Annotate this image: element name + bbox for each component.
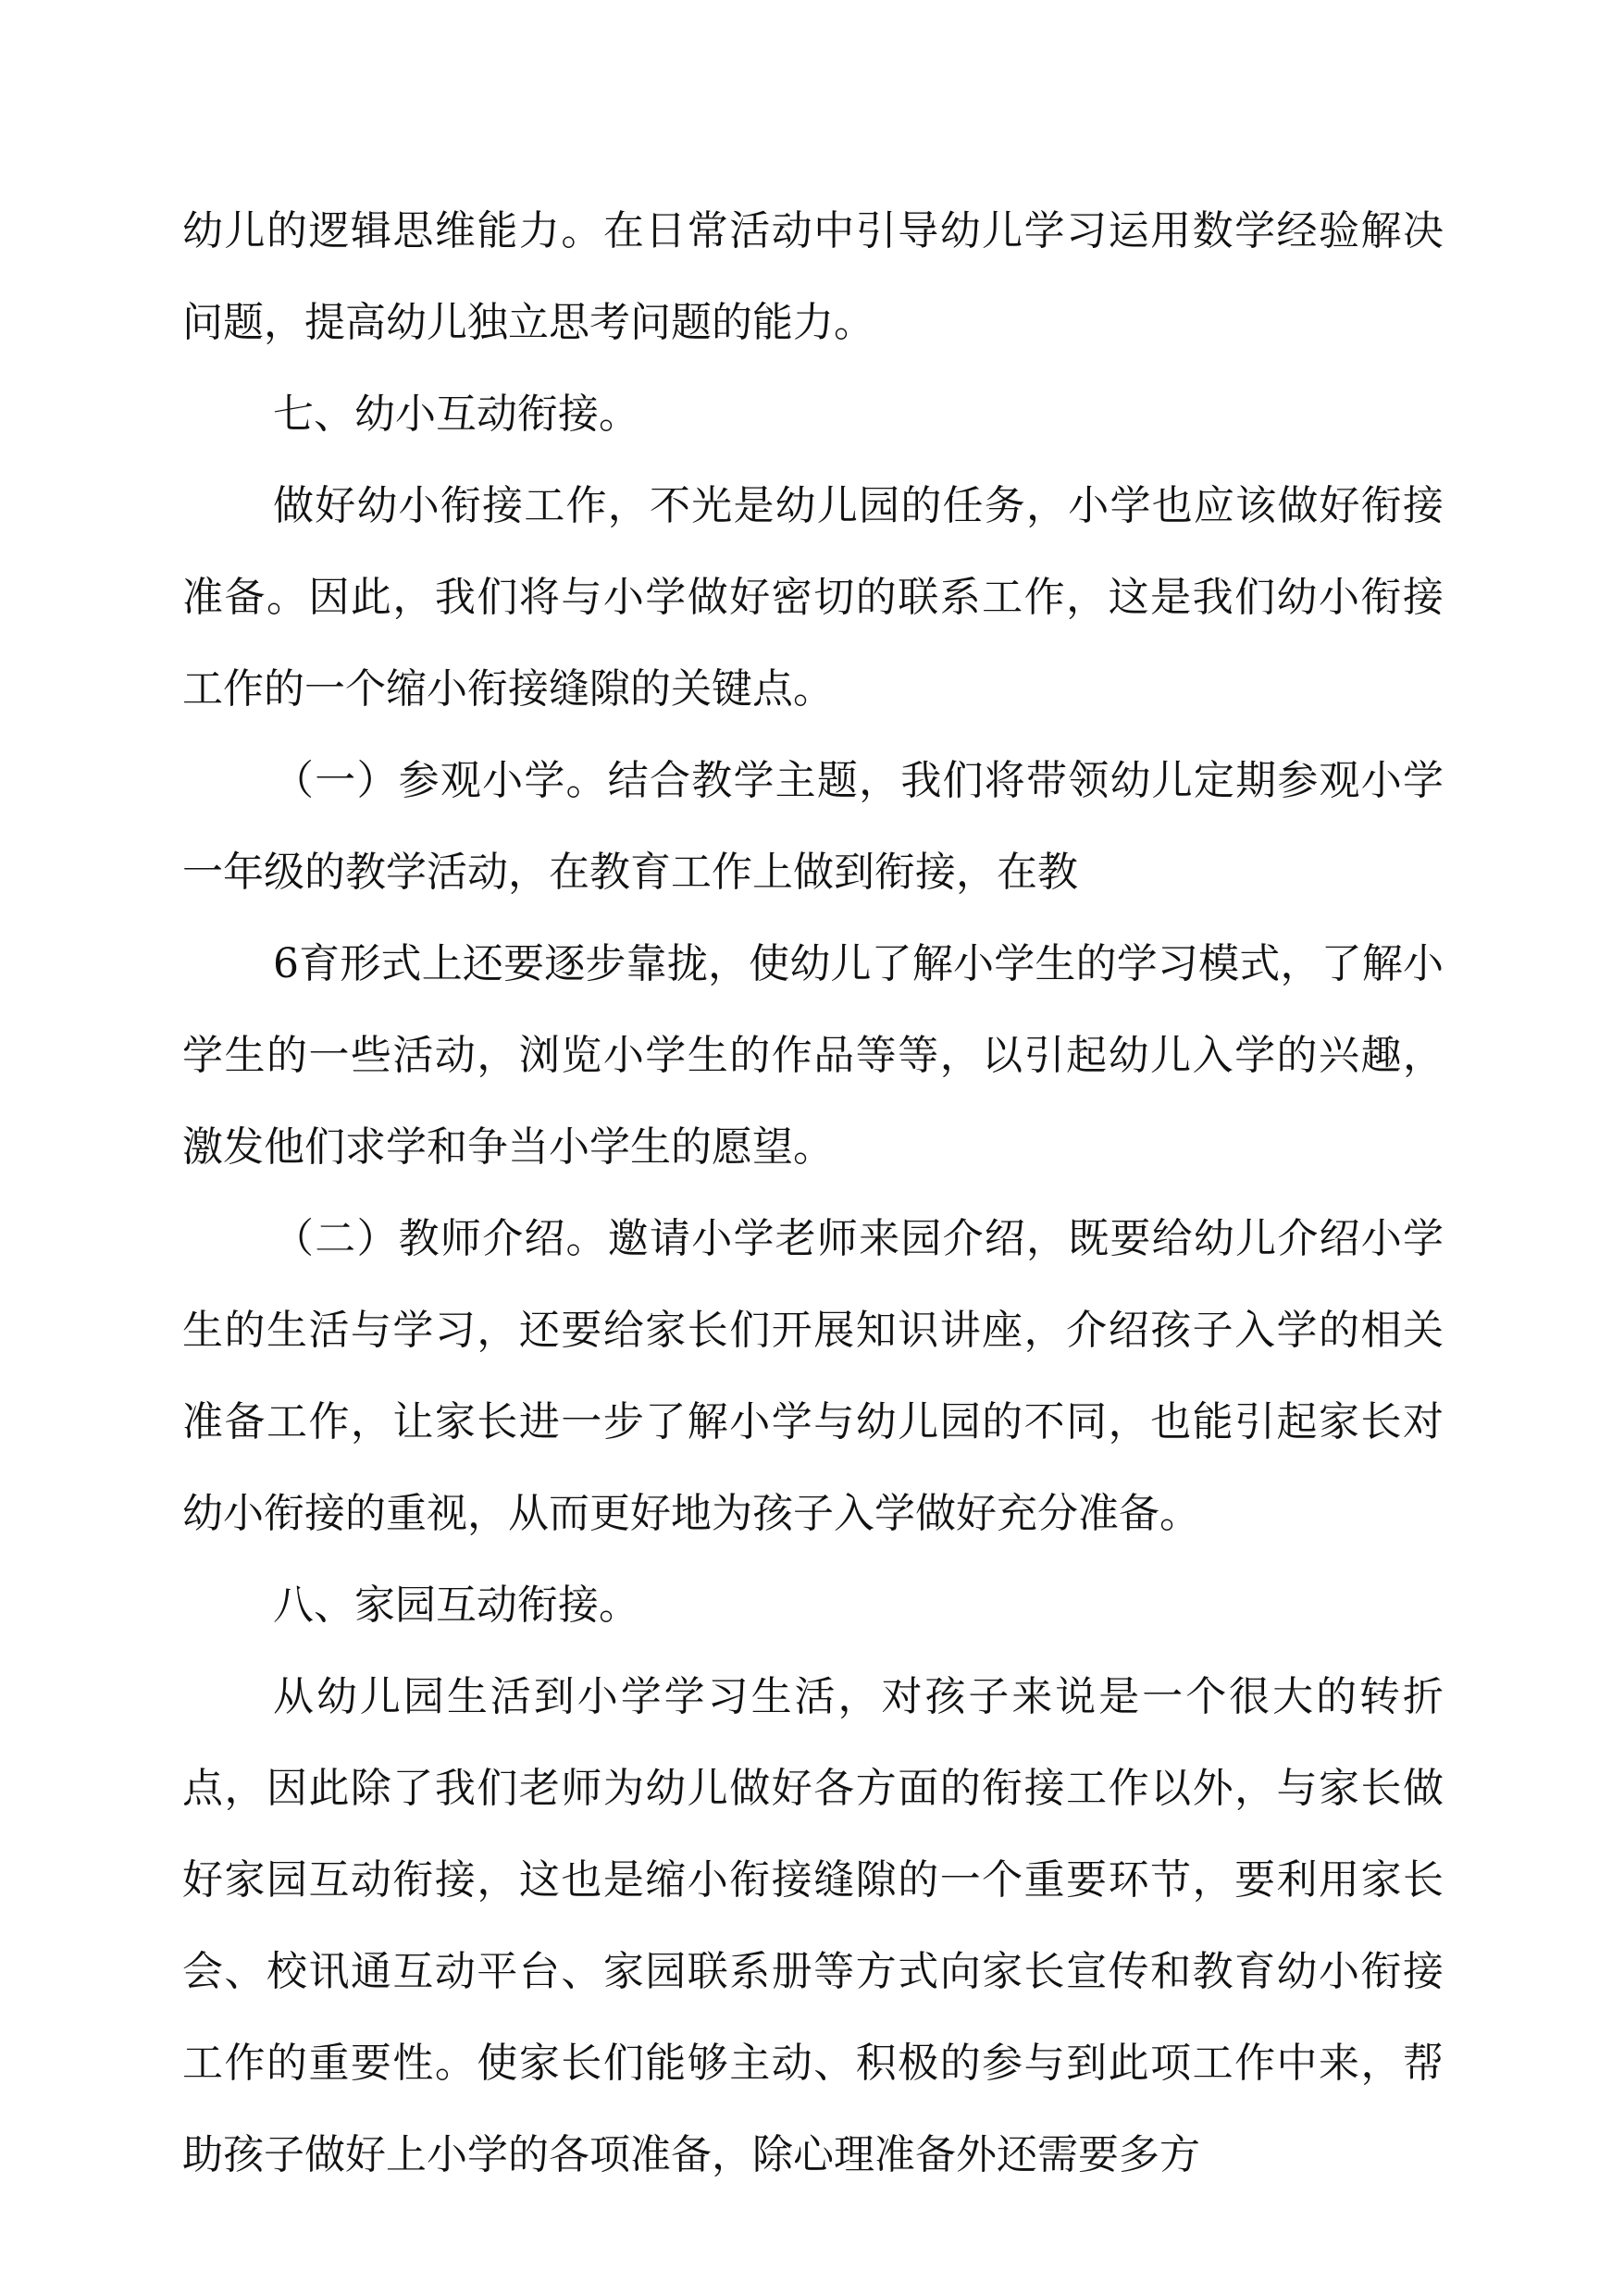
section-heading-8: 八、家园互动衔接。 [273,1582,639,1629]
paragraph-visit-school: （一）参观小学。结合教学主题，我们将带领幼儿定期参观小学一年级的教学活动，在教育工作上做到衔接，在教 [182,757,1444,896]
document-body [182,185,1444,2201]
paragraph-logic-ability: 幼儿的逻辑思维能力。在日常活动中引导幼儿学习运用数学经验解决问题，提高幼儿独立思考问题的能力。 [182,207,1444,346]
paragraph-transition-work: 做好幼小衔接工作，不光是幼儿园的任务，小学也应该做好衔接准备。因此，我们将与小学做好密切的联系工作，这是我们幼小衔接工作的一个缩小衔接缝隙的关键点。 [182,482,1444,713]
paragraph-education-form: 6育形式上还要逐步靠拢，使幼儿了解小学生的学习模式，了解小学生的一些活动，浏览小学生的作品等等，以引起幼儿入学的兴趣，激发他们求学和争当小学生的愿望。 [182,940,1444,1171]
section-heading-7: 七、幼小互动衔接。 [273,391,639,438]
paragraph-teacher-intro: （二）教师介绍。邀请小学老师来园介绍，既要给幼儿介绍小学生的生活与学习，还要给家长们开展知识讲座，介绍孩子入学的相关准备工作，让家长进一步了解小学与幼儿园的不同，也能引起家长对幼小衔接的重视，从而更好地为孩子入学做好充分准备。 [182,1215,1444,1537]
paragraph-home-school: 从幼儿园生活到小学学习生活，对孩子来说是一个很大的转折点，因此除了我们老师为幼儿做好各方面的衔接工作以外，与家长做好家园互动衔接，这也是缩小衔接缝隙的一个重要环节，要利用家长会、校讯通互动平台、家园联系册等方式向家长宣传和教育幼小衔接工作的重要性。使家长们能够主动、积极的参与到此项工作中来，帮助孩子做好上小学的各项准备，除心理准备外还需要多方 [182,1673,1444,2178]
